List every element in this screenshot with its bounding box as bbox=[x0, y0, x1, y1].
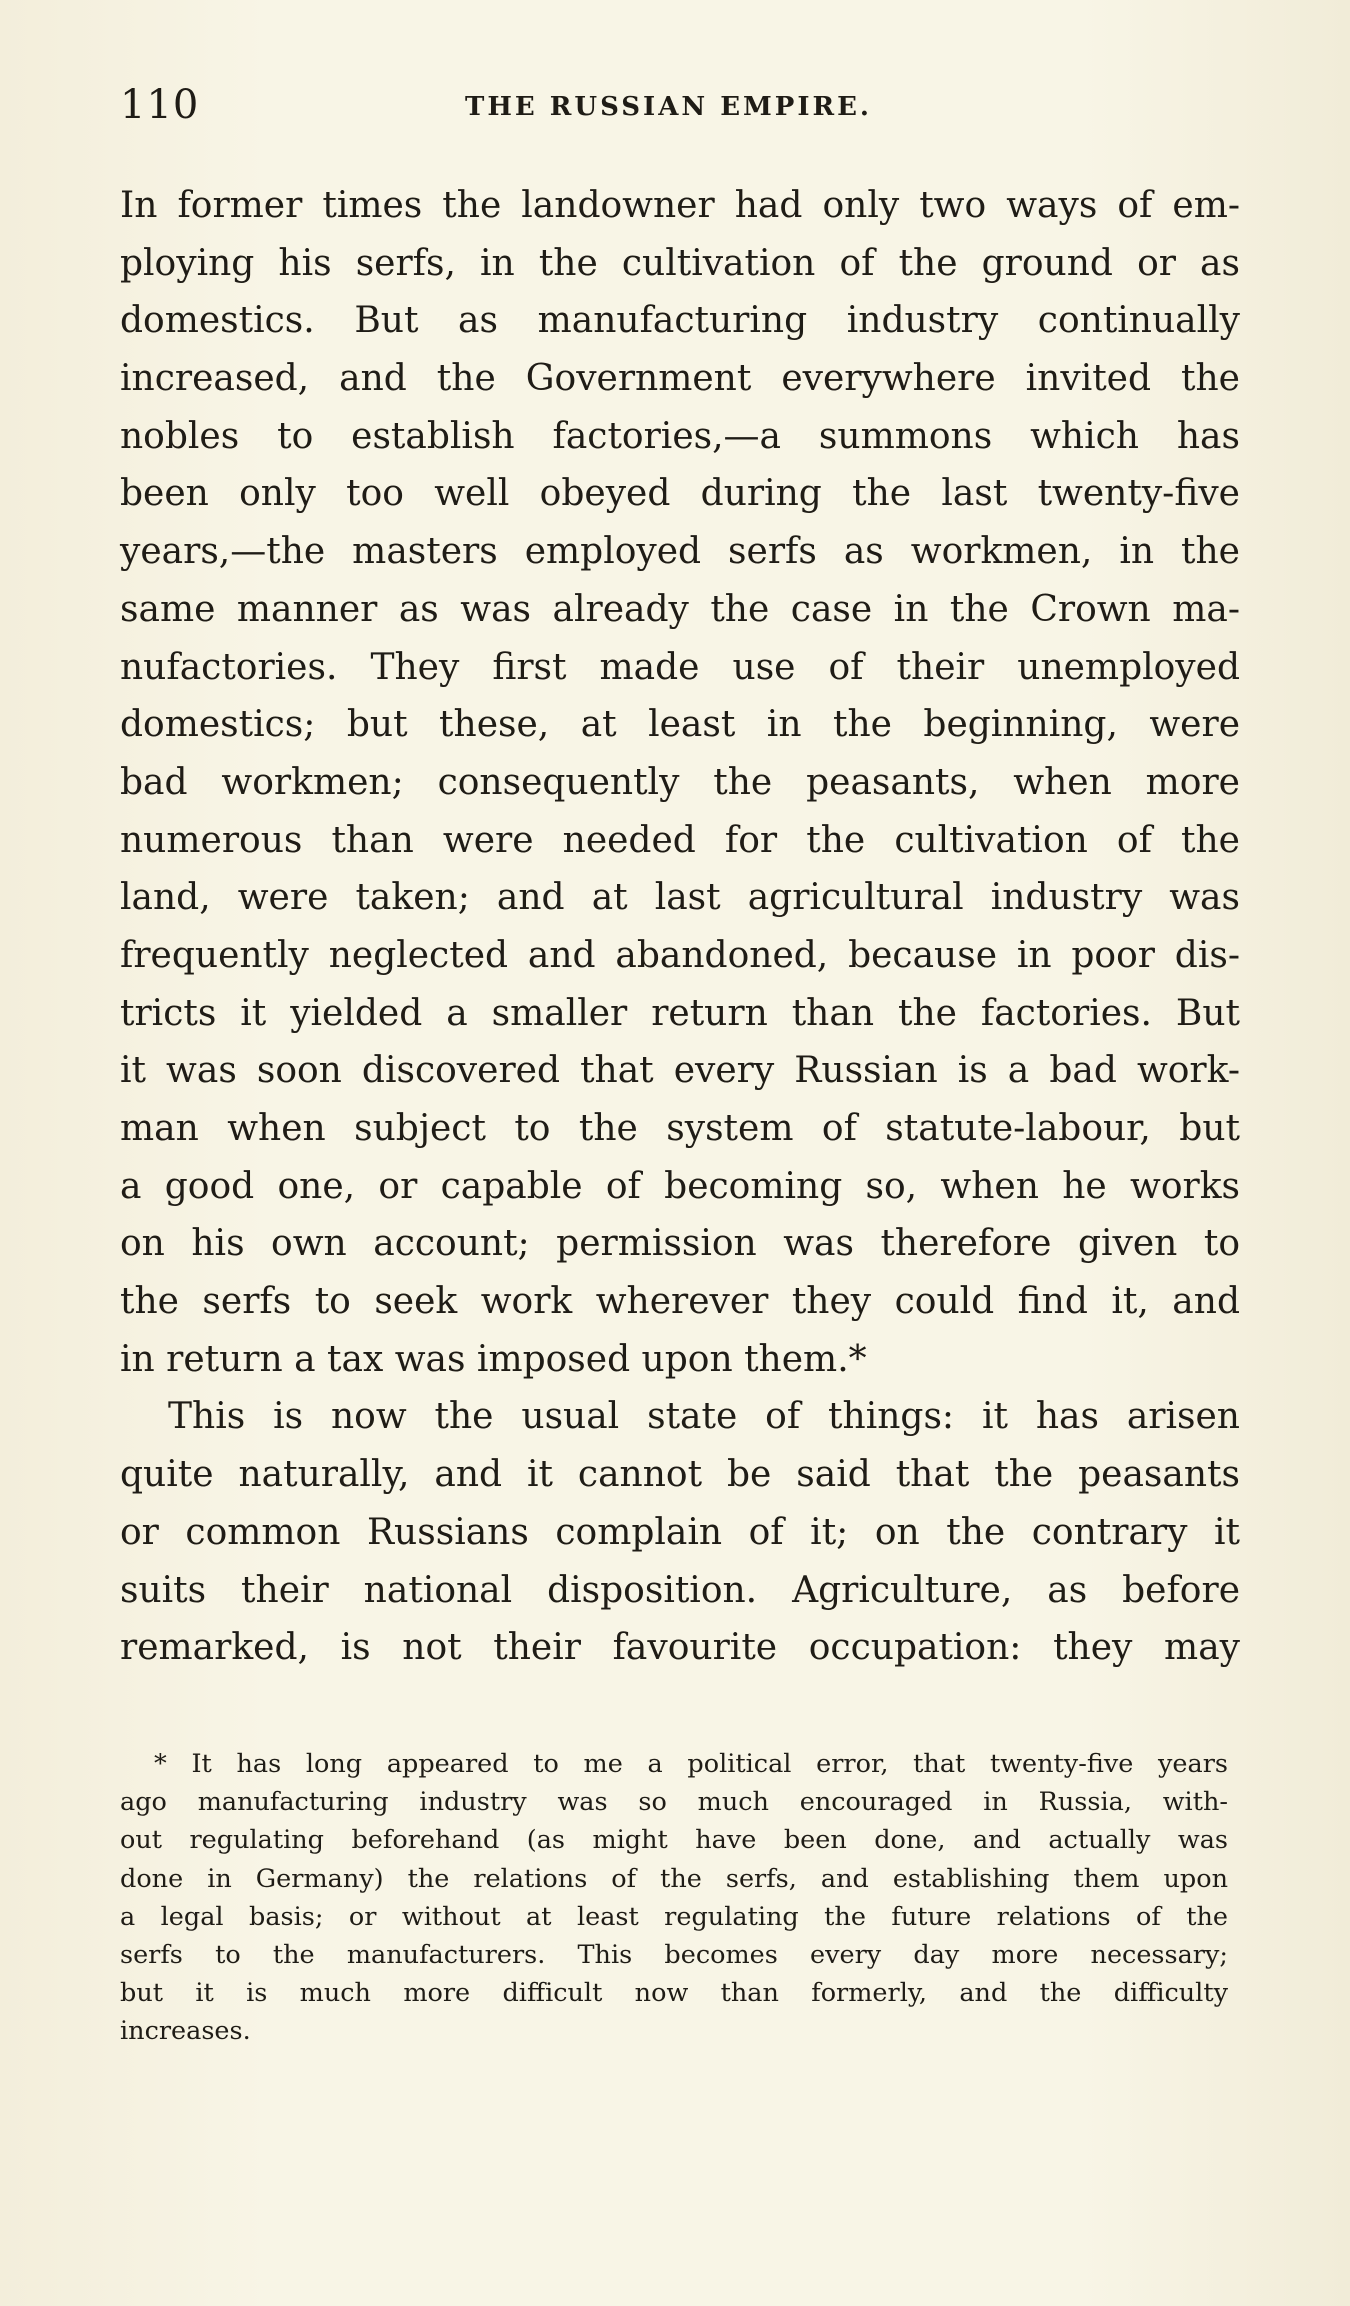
running-title: THE RUSSIAN EMPIRE. bbox=[465, 92, 872, 122]
body-line: in return a tax was imposed upon them.* bbox=[120, 1338, 867, 1380]
body-line: same manner as was already the case in the Crown ma- bbox=[120, 588, 1240, 630]
body-line: a good one, or capable of becoming so, when he works bbox=[120, 1165, 1240, 1207]
body-line: years,—the masters employed serfs as workmen, in the bbox=[120, 531, 1240, 573]
body-line: been only too well obeyed during the last twenty-five bbox=[120, 473, 1240, 515]
body-line: frequently neglected and abandoned, because in poor dis- bbox=[120, 934, 1240, 976]
body-line: man when subject to the system of statute-labour, but bbox=[120, 1108, 1240, 1149]
body-text bbox=[120, 177, 1240, 1677]
body-line: tricts it yielded a smaller return than the factories. But bbox=[120, 992, 1240, 1034]
footnote-line: done in Germany) the relations of the serfs, and establishing them upon bbox=[120, 1863, 1228, 1894]
body-line: quite naturally, and it cannot be said that the peasants bbox=[120, 1454, 1240, 1496]
body-line: domestics. But as manufacturing industry continually bbox=[120, 300, 1240, 342]
page-number: 110 bbox=[120, 82, 200, 128]
body-line: suits their national disposition. Agriculture, as before bbox=[120, 1569, 1240, 1611]
footnote bbox=[120, 1745, 1228, 2051]
body-line: land, were taken; and at last agricultural industry was bbox=[120, 877, 1240, 919]
footnote-line: serfs to the manufacturers. This becomes every day more necessary; bbox=[120, 1939, 1228, 1970]
body-line: increased, and the Government everywhere invited the bbox=[120, 358, 1240, 400]
body-line: it was soon discovered that every Russian is a bad work- bbox=[120, 1050, 1240, 1092]
body-line: This is now the usual state of things: it has arisen bbox=[168, 1396, 1240, 1438]
running-head bbox=[120, 80, 1242, 130]
body-line: numerous than were needed for the cultivation of the bbox=[120, 819, 1240, 861]
body-line: remarked, is not their favourite occupation: they may bbox=[120, 1627, 1240, 1669]
body-line: In former times the landowner had only two ways of em- bbox=[120, 185, 1240, 226]
footnote-line: a legal basis; or without at least regulating the future relations of the bbox=[120, 1901, 1228, 1932]
body-line: bad workmen; consequently the peasants, when more bbox=[120, 761, 1240, 803]
body-line: on his own account; permission was therefore given to bbox=[120, 1223, 1240, 1265]
body-line: nufactories. They first made use of their unemployed bbox=[120, 646, 1240, 688]
footnote-line: out regulating beforehand (as might have been done, and actually was bbox=[120, 1825, 1228, 1856]
body-line: nobles to establish factories,—a summons which has bbox=[120, 415, 1240, 457]
footnote-line: * It has long appeared to me a political error, that twenty-five years bbox=[154, 1749, 1228, 1779]
body-line: or common Russians complain of it; on the contrary it bbox=[120, 1511, 1240, 1553]
body-line: the serfs to seek work wherever they could find it, and bbox=[120, 1281, 1240, 1323]
footnote-line: but it is much more difficult now than formerly, and the difficulty bbox=[120, 1978, 1228, 2009]
body-line: domestics; but these, at least in the beginning, were bbox=[120, 704, 1240, 746]
footnote-line: increases. bbox=[120, 2016, 251, 2047]
body-line: ploying his serfs, in the cultivation of the ground or as bbox=[120, 242, 1240, 284]
footnote-line: ago manufacturing industry was so much encouraged in Russia, with- bbox=[120, 1787, 1228, 1818]
